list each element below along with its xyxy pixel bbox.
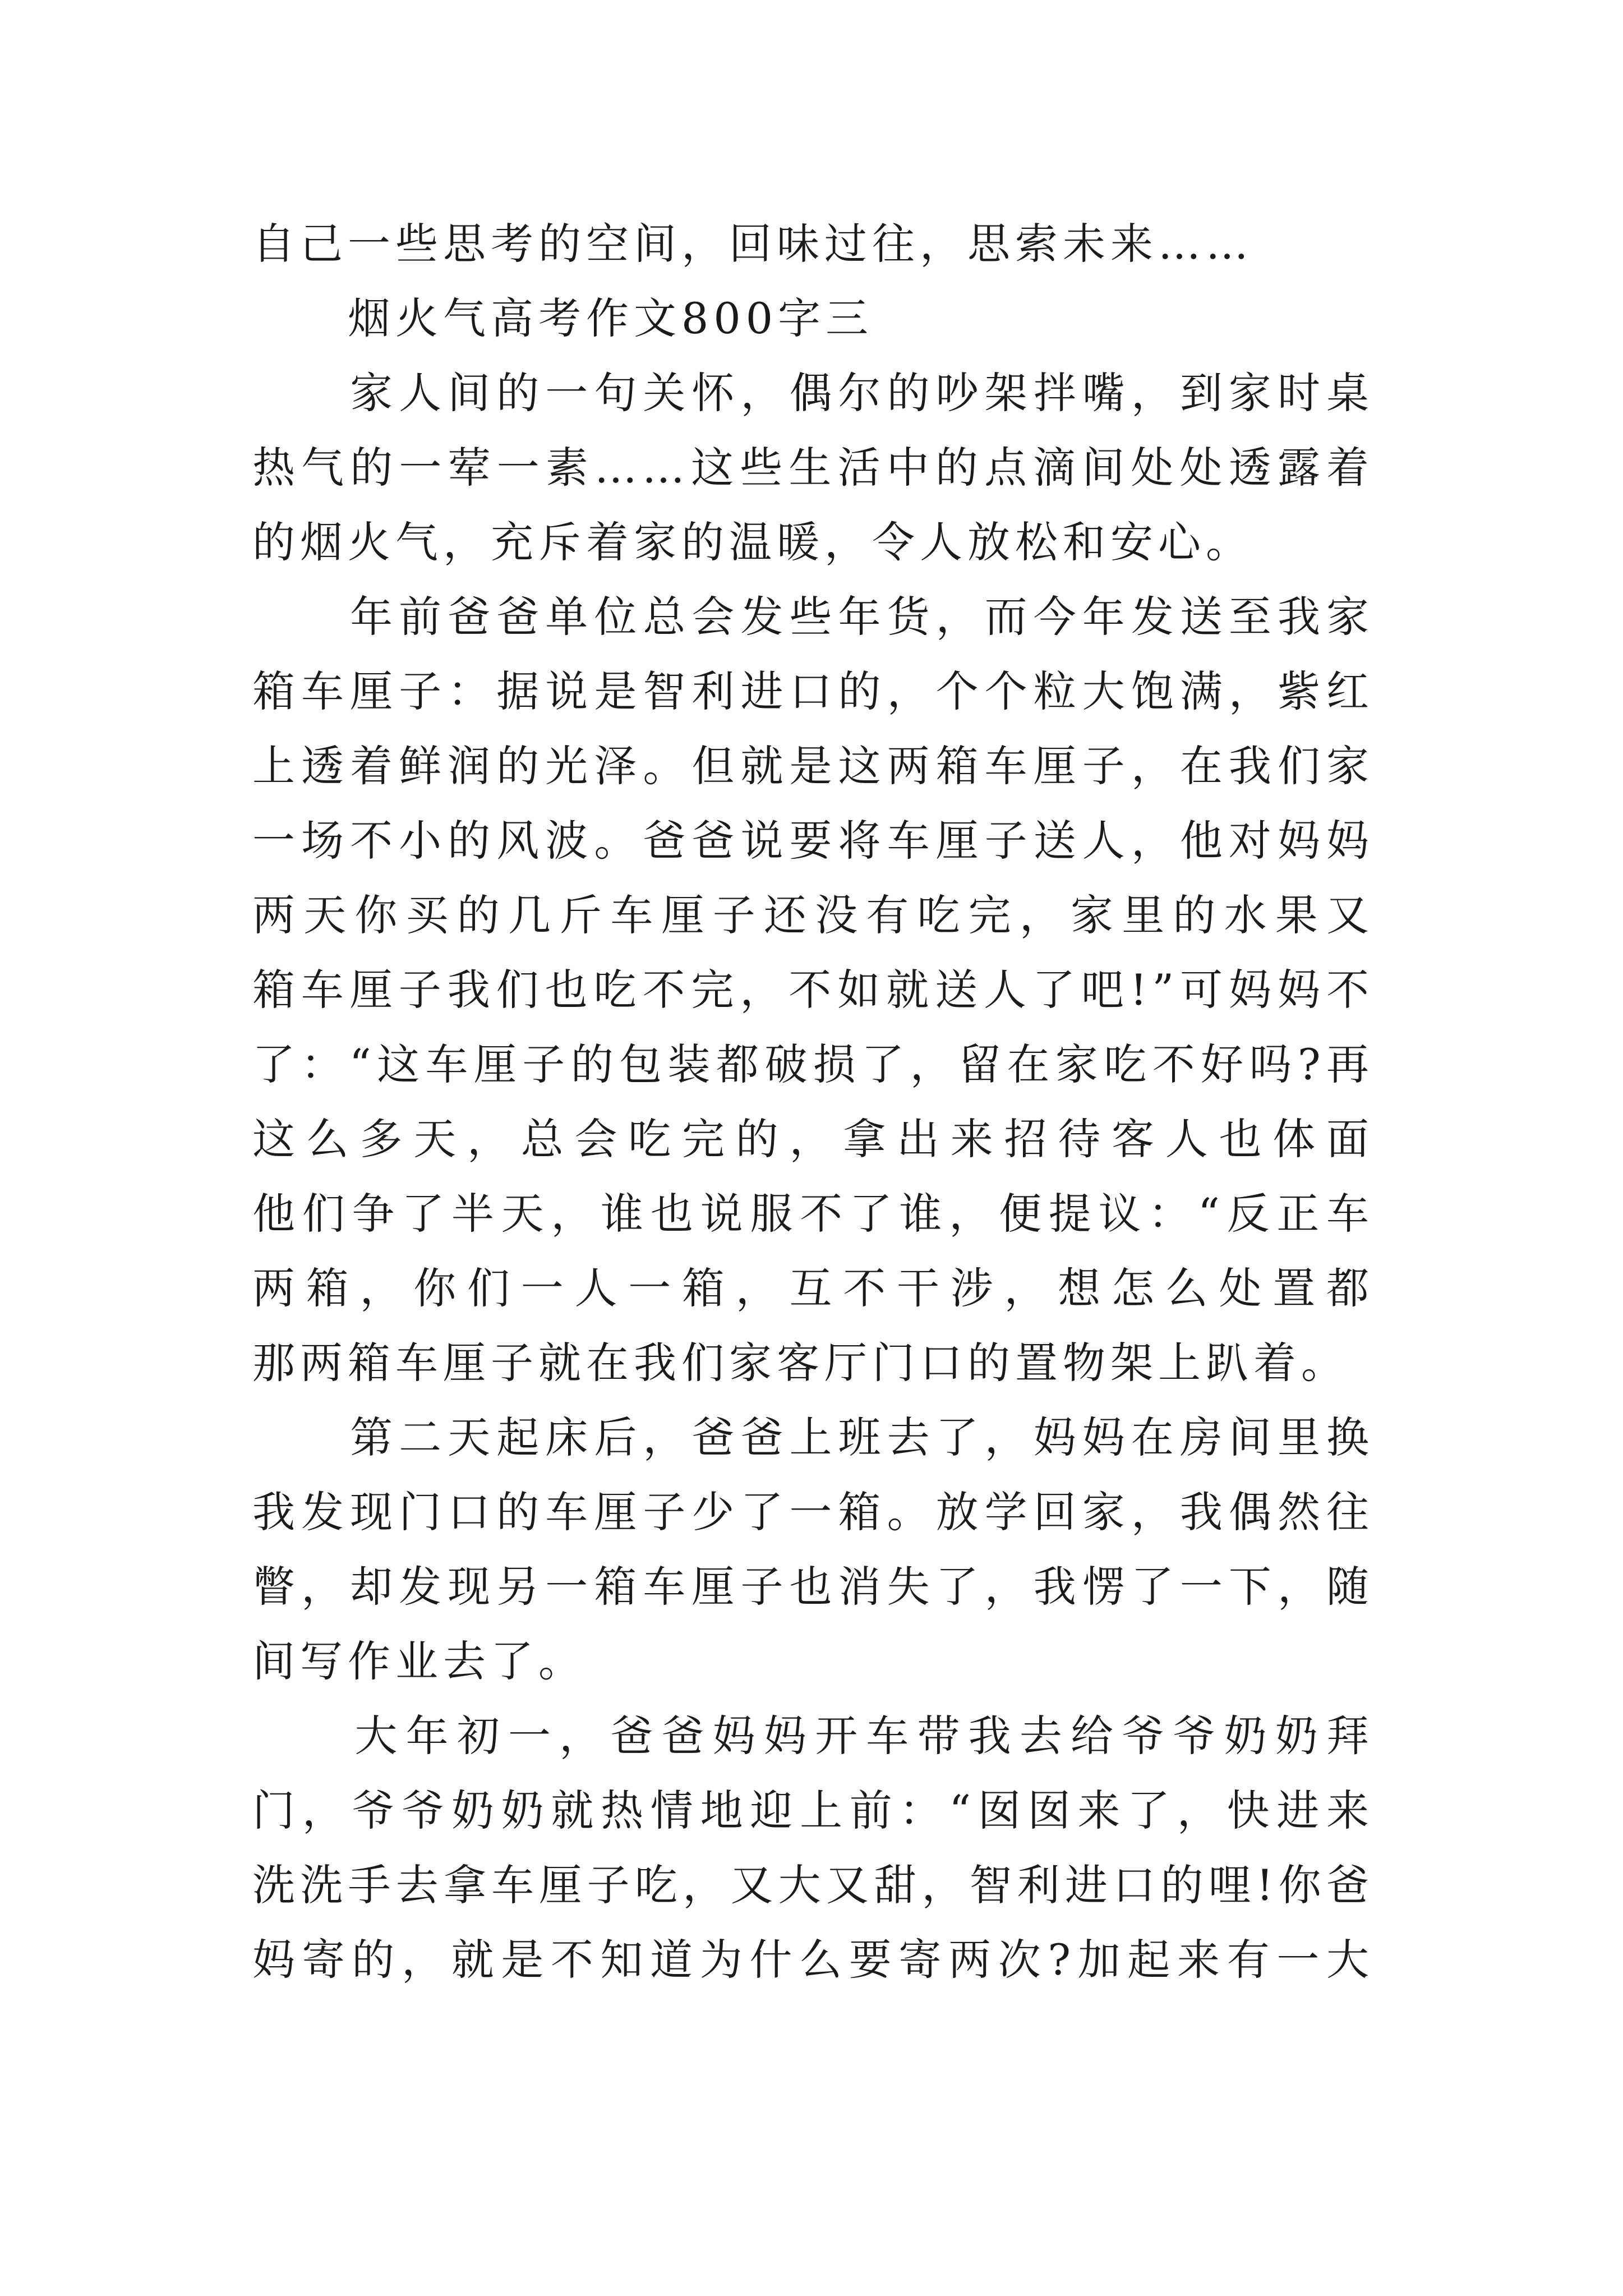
text-line: 箱车厘子：据说是智利进口的，个个粒大饱满，紫红 [252,666,1374,716]
text-line: 年前爸爸单位总会发些年货，而今年发送至我家 [350,592,1374,642]
section-heading: 烟火气高考作文800字三 [252,293,874,343]
text-line: 热气的一荤一素……这些生活中的点滴间处处透露着 [252,443,1374,493]
text-line: 两天你买的几斤车厘子还没有吃完，家里的水果又 [252,890,1374,940]
text-line: 这么多天，总会吃完的，拿出来招待客人也体面 [252,1114,1374,1164]
text-line: 他们争了半天，谁也说服不了谁，便提议：“反正车 [252,1189,1374,1239]
text-line: 箱车厘子我们也吃不完，不如就送人了吧!”可妈妈不 [252,965,1374,1015]
text-line: 一场不小的风波。爸爸说要将车厘子送人，他对妈妈 [252,816,1374,866]
text-line: 上透着鲜润的光泽。但就是这两箱车厘子，在我们家 [252,741,1374,791]
article-body [252,206,1374,1997]
text-line: 瞥，却发现另一箱车厘子也消失了，我愣了一下，随 [252,1562,1374,1612]
text-line: 洗洗手去拿车厘子吃，又大又甜，智利进口的哩!你爸 [252,1860,1374,1910]
text-line: 门，爷爷奶奶就热情地迎上前：“囡囡来了，快进来 [252,1786,1374,1835]
text-line: 那两箱车厘子就在我们家客厅门口的置物架上趴着。 [252,1338,1349,1388]
text-line: 两箱，你们一人一箱，互不干涉，想怎么处置都 [252,1263,1374,1313]
text-line: 家人间的一句关怀，偶尔的吵架拌嘴，到家时桌 [350,368,1374,418]
text-line: 大年初一，爸爸妈妈开车带我去给爷爷奶奶拜 [354,1711,1374,1761]
text-line: 的烟火气，充斥着家的温暖，令人放松和安心。 [252,517,1253,567]
text-line: 妈寄的，就是不知道为什么要寄两次?加起来有一大 [252,1935,1374,1985]
text-line: 我发现门口的车厘子少了一箱。放学回家，我偶然往 [252,1487,1374,1537]
text-line: 了：“这车厘子的包装都破损了，留在家吃不好吗?再 [252,1039,1374,1089]
text-line: 间写作业去了。 [252,1636,586,1686]
text-line: 第二天起床后，爸爸上班去了，妈妈在房间里换 [350,1412,1374,1462]
text-line: 自己一些思考的空间，回味过往，思索未来…… [252,219,1253,269]
